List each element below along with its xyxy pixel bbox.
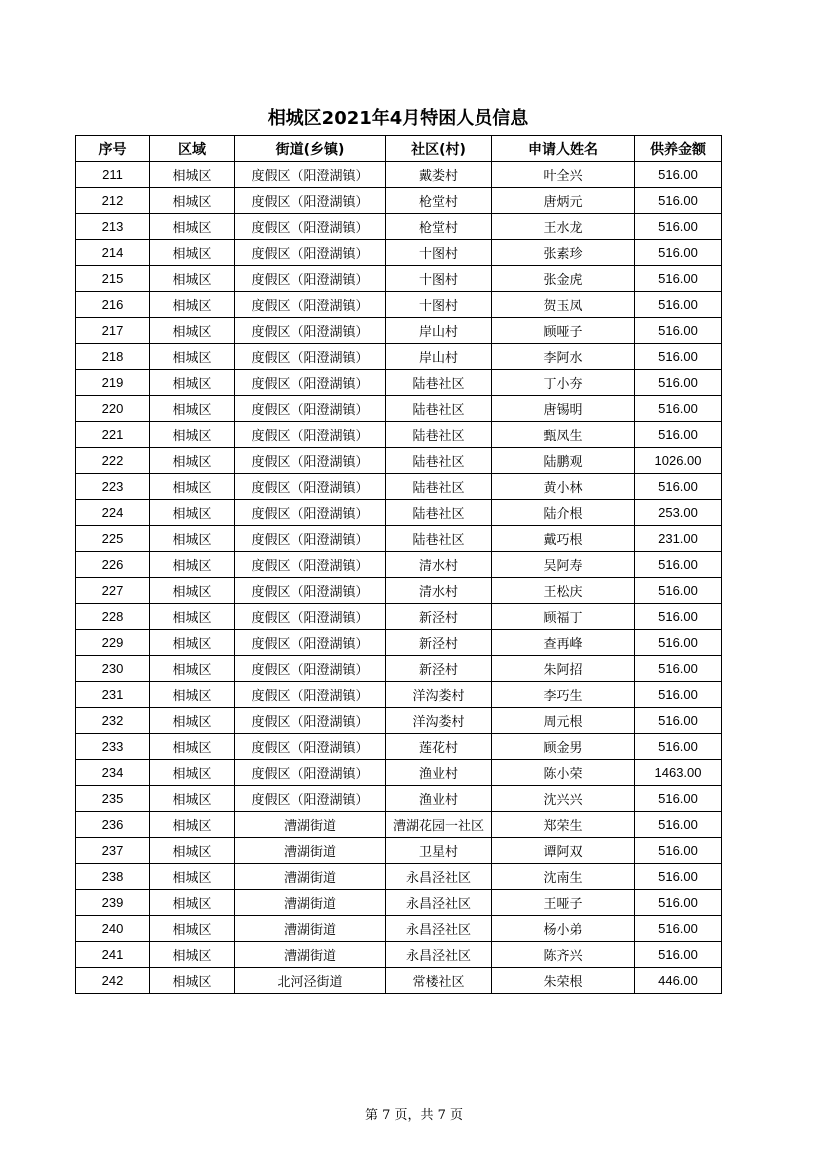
cell-applicant: 陆鹏观 bbox=[492, 448, 635, 474]
cell-region: 相城区 bbox=[150, 734, 235, 760]
cell-index: 227 bbox=[76, 578, 150, 604]
cell-amount: 516.00 bbox=[635, 344, 722, 370]
cell-applicant: 张素珍 bbox=[492, 240, 635, 266]
cell-index: 235 bbox=[76, 786, 150, 812]
cell-region: 相城区 bbox=[150, 682, 235, 708]
table-row bbox=[76, 838, 722, 864]
cell-applicant: 沈兴兴 bbox=[492, 786, 635, 812]
header-street: 街道(乡镇) bbox=[235, 136, 386, 162]
cell-community: 洋沟娄村 bbox=[386, 682, 492, 708]
cell-applicant: 唐锡明 bbox=[492, 396, 635, 422]
cell-index: 233 bbox=[76, 734, 150, 760]
cell-index: 236 bbox=[76, 812, 150, 838]
cell-street: 度假区（阳澄湖镇） bbox=[235, 526, 386, 552]
cell-community: 渔业村 bbox=[386, 786, 492, 812]
cell-amount: 446.00 bbox=[635, 968, 722, 994]
cell-community: 卫星村 bbox=[386, 838, 492, 864]
cell-index: 223 bbox=[76, 474, 150, 500]
cell-index: 213 bbox=[76, 214, 150, 240]
cell-amount: 516.00 bbox=[635, 604, 722, 630]
cell-index: 239 bbox=[76, 890, 150, 916]
cell-index: 240 bbox=[76, 916, 150, 942]
cell-street: 漕湖街道 bbox=[235, 812, 386, 838]
cell-region: 相城区 bbox=[150, 656, 235, 682]
cell-region: 相城区 bbox=[150, 448, 235, 474]
cell-applicant: 查再峰 bbox=[492, 630, 635, 656]
page-title: 相城区2021年4月特困人员信息 bbox=[267, 108, 529, 129]
cell-community: 常楼社区 bbox=[386, 968, 492, 994]
cell-community: 永昌泾社区 bbox=[386, 864, 492, 890]
cell-street: 度假区（阳澄湖镇） bbox=[235, 708, 386, 734]
cell-applicant: 杨小弟 bbox=[492, 916, 635, 942]
table-row bbox=[76, 188, 722, 214]
cell-index: 230 bbox=[76, 656, 150, 682]
cell-index: 222 bbox=[76, 448, 150, 474]
cell-index: 214 bbox=[76, 240, 150, 266]
cell-community: 枪堂村 bbox=[386, 188, 492, 214]
assistance-table bbox=[75, 135, 722, 994]
cell-region: 相城区 bbox=[150, 422, 235, 448]
cell-applicant: 顾金男 bbox=[492, 734, 635, 760]
cell-street: 漕湖街道 bbox=[235, 916, 386, 942]
cell-amount: 516.00 bbox=[635, 370, 722, 396]
cell-region: 相城区 bbox=[150, 162, 235, 188]
cell-amount: 516.00 bbox=[635, 474, 722, 500]
header-amount: 供养金额 bbox=[635, 136, 722, 162]
cell-amount: 516.00 bbox=[635, 292, 722, 318]
cell-index: 219 bbox=[76, 370, 150, 396]
cell-applicant: 王松庆 bbox=[492, 578, 635, 604]
cell-index: 234 bbox=[76, 760, 150, 786]
cell-amount: 516.00 bbox=[635, 266, 722, 292]
table-row bbox=[76, 500, 722, 526]
cell-region: 相城区 bbox=[150, 838, 235, 864]
cell-applicant: 戴巧根 bbox=[492, 526, 635, 552]
cell-amount: 516.00 bbox=[635, 396, 722, 422]
cell-index: 232 bbox=[76, 708, 150, 734]
cell-index: 238 bbox=[76, 864, 150, 890]
cell-region: 相城区 bbox=[150, 188, 235, 214]
cell-community: 陆巷社区 bbox=[386, 448, 492, 474]
cell-index: 242 bbox=[76, 968, 150, 994]
table-row bbox=[76, 396, 722, 422]
table-row bbox=[76, 604, 722, 630]
cell-index: 217 bbox=[76, 318, 150, 344]
cell-index: 211 bbox=[76, 162, 150, 188]
cell-community: 陆巷社区 bbox=[386, 526, 492, 552]
cell-street: 度假区（阳澄湖镇） bbox=[235, 578, 386, 604]
table-row bbox=[76, 734, 722, 760]
cell-community: 永昌泾社区 bbox=[386, 942, 492, 968]
cell-amount: 516.00 bbox=[635, 214, 722, 240]
table-row bbox=[76, 656, 722, 682]
cell-community: 陆巷社区 bbox=[386, 474, 492, 500]
page-footer: 第 7 页，共 7 页 bbox=[364, 1108, 464, 1123]
table-row bbox=[76, 812, 722, 838]
cell-street: 度假区（阳澄湖镇） bbox=[235, 188, 386, 214]
cell-region: 相城区 bbox=[150, 292, 235, 318]
cell-amount: 516.00 bbox=[635, 734, 722, 760]
cell-street: 度假区（阳澄湖镇） bbox=[235, 474, 386, 500]
cell-street: 度假区（阳澄湖镇） bbox=[235, 240, 386, 266]
cell-index: 225 bbox=[76, 526, 150, 552]
cell-community: 莲花村 bbox=[386, 734, 492, 760]
cell-community: 十图村 bbox=[386, 240, 492, 266]
cell-community: 戴娄村 bbox=[386, 162, 492, 188]
table-header-row bbox=[76, 136, 722, 162]
cell-applicant: 朱荣根 bbox=[492, 968, 635, 994]
cell-index: 215 bbox=[76, 266, 150, 292]
cell-community: 清水村 bbox=[386, 578, 492, 604]
cell-street: 度假区（阳澄湖镇） bbox=[235, 422, 386, 448]
cell-street: 度假区（阳澄湖镇） bbox=[235, 500, 386, 526]
cell-street: 度假区（阳澄湖镇） bbox=[235, 656, 386, 682]
cell-amount: 516.00 bbox=[635, 188, 722, 214]
header-index: 序号 bbox=[76, 136, 150, 162]
table-row bbox=[76, 422, 722, 448]
cell-street: 漕湖街道 bbox=[235, 942, 386, 968]
cell-community: 新泾村 bbox=[386, 656, 492, 682]
cell-community: 新泾村 bbox=[386, 604, 492, 630]
table-row bbox=[76, 916, 722, 942]
cell-applicant: 谭阿双 bbox=[492, 838, 635, 864]
table-row bbox=[76, 318, 722, 344]
cell-amount: 516.00 bbox=[635, 890, 722, 916]
table-row bbox=[76, 578, 722, 604]
header-applicant: 申请人姓名 bbox=[492, 136, 635, 162]
cell-applicant: 黄小林 bbox=[492, 474, 635, 500]
cell-index: 229 bbox=[76, 630, 150, 656]
cell-community: 岸山村 bbox=[386, 344, 492, 370]
cell-region: 相城区 bbox=[150, 812, 235, 838]
cell-amount: 516.00 bbox=[635, 708, 722, 734]
cell-region: 相城区 bbox=[150, 344, 235, 370]
cell-community: 岸山村 bbox=[386, 318, 492, 344]
cell-street: 度假区（阳澄湖镇） bbox=[235, 162, 386, 188]
cell-region: 相城区 bbox=[150, 890, 235, 916]
cell-street: 度假区（阳澄湖镇） bbox=[235, 292, 386, 318]
cell-amount: 516.00 bbox=[635, 786, 722, 812]
table-row bbox=[76, 942, 722, 968]
table-row bbox=[76, 214, 722, 240]
cell-street: 度假区（阳澄湖镇） bbox=[235, 344, 386, 370]
table-row bbox=[76, 708, 722, 734]
table-row bbox=[76, 162, 722, 188]
cell-region: 相城区 bbox=[150, 370, 235, 396]
cell-region: 相城区 bbox=[150, 474, 235, 500]
cell-street: 漕湖街道 bbox=[235, 864, 386, 890]
cell-region: 相城区 bbox=[150, 500, 235, 526]
cell-community: 十图村 bbox=[386, 266, 492, 292]
cell-region: 相城区 bbox=[150, 266, 235, 292]
cell-applicant: 顾哑子 bbox=[492, 318, 635, 344]
cell-applicant: 郑荣生 bbox=[492, 812, 635, 838]
cell-region: 相城区 bbox=[150, 318, 235, 344]
cell-applicant: 李阿水 bbox=[492, 344, 635, 370]
cell-region: 相城区 bbox=[150, 604, 235, 630]
cell-community: 永昌泾社区 bbox=[386, 890, 492, 916]
cell-applicant: 陈小荣 bbox=[492, 760, 635, 786]
table-row bbox=[76, 240, 722, 266]
cell-street: 漕湖街道 bbox=[235, 890, 386, 916]
cell-street: 漕湖街道 bbox=[235, 838, 386, 864]
cell-amount: 516.00 bbox=[635, 422, 722, 448]
cell-community: 清水村 bbox=[386, 552, 492, 578]
table-body bbox=[76, 162, 722, 994]
table-row bbox=[76, 344, 722, 370]
table-row bbox=[76, 890, 722, 916]
table-row bbox=[76, 864, 722, 890]
cell-street: 度假区（阳澄湖镇） bbox=[235, 448, 386, 474]
table-row bbox=[76, 552, 722, 578]
cell-applicant: 周元根 bbox=[492, 708, 635, 734]
cell-region: 相城区 bbox=[150, 552, 235, 578]
table-row bbox=[76, 370, 722, 396]
cell-index: 216 bbox=[76, 292, 150, 318]
cell-applicant: 沈南生 bbox=[492, 864, 635, 890]
cell-region: 相城区 bbox=[150, 578, 235, 604]
cell-region: 相城区 bbox=[150, 214, 235, 240]
cell-applicant: 王哑子 bbox=[492, 890, 635, 916]
cell-region: 相城区 bbox=[150, 630, 235, 656]
cell-applicant: 叶全兴 bbox=[492, 162, 635, 188]
cell-applicant: 李巧生 bbox=[492, 682, 635, 708]
cell-index: 212 bbox=[76, 188, 150, 214]
cell-amount: 516.00 bbox=[635, 916, 722, 942]
cell-index: 218 bbox=[76, 344, 150, 370]
cell-amount: 516.00 bbox=[635, 682, 722, 708]
cell-amount: 516.00 bbox=[635, 318, 722, 344]
cell-applicant: 顾福丁 bbox=[492, 604, 635, 630]
cell-community: 枪堂村 bbox=[386, 214, 492, 240]
cell-applicant: 甄凤生 bbox=[492, 422, 635, 448]
cell-amount: 1026.00 bbox=[635, 448, 722, 474]
cell-street: 度假区（阳澄湖镇） bbox=[235, 552, 386, 578]
cell-applicant: 朱阿招 bbox=[492, 656, 635, 682]
cell-community: 渔业村 bbox=[386, 760, 492, 786]
table-row bbox=[76, 786, 722, 812]
table-row bbox=[76, 448, 722, 474]
cell-index: 231 bbox=[76, 682, 150, 708]
cell-street: 度假区（阳澄湖镇） bbox=[235, 630, 386, 656]
cell-applicant: 张金虎 bbox=[492, 266, 635, 292]
header-community: 社区(村) bbox=[386, 136, 492, 162]
cell-amount: 516.00 bbox=[635, 864, 722, 890]
cell-community: 十图村 bbox=[386, 292, 492, 318]
table-row bbox=[76, 968, 722, 994]
cell-amount: 1463.00 bbox=[635, 760, 722, 786]
cell-street: 度假区（阳澄湖镇） bbox=[235, 604, 386, 630]
cell-community: 永昌泾社区 bbox=[386, 916, 492, 942]
table-row bbox=[76, 682, 722, 708]
cell-index: 237 bbox=[76, 838, 150, 864]
header-region: 区域 bbox=[150, 136, 235, 162]
cell-index: 220 bbox=[76, 396, 150, 422]
table-row bbox=[76, 630, 722, 656]
cell-street: 度假区（阳澄湖镇） bbox=[235, 786, 386, 812]
cell-region: 相城区 bbox=[150, 526, 235, 552]
cell-region: 相城区 bbox=[150, 968, 235, 994]
cell-applicant: 王水龙 bbox=[492, 214, 635, 240]
cell-street: 度假区（阳澄湖镇） bbox=[235, 370, 386, 396]
cell-street: 度假区（阳澄湖镇） bbox=[235, 396, 386, 422]
table-row bbox=[76, 266, 722, 292]
cell-street: 度假区（阳澄湖镇） bbox=[235, 682, 386, 708]
cell-community: 陆巷社区 bbox=[386, 370, 492, 396]
cell-community: 陆巷社区 bbox=[386, 500, 492, 526]
cell-index: 224 bbox=[76, 500, 150, 526]
cell-region: 相城区 bbox=[150, 864, 235, 890]
cell-amount: 231.00 bbox=[635, 526, 722, 552]
cell-street: 度假区（阳澄湖镇） bbox=[235, 760, 386, 786]
cell-street: 度假区（阳澄湖镇） bbox=[235, 266, 386, 292]
cell-community: 洋沟娄村 bbox=[386, 708, 492, 734]
cell-region: 相城区 bbox=[150, 760, 235, 786]
cell-region: 相城区 bbox=[150, 916, 235, 942]
cell-applicant: 贺玉凤 bbox=[492, 292, 635, 318]
cell-index: 226 bbox=[76, 552, 150, 578]
cell-community: 新泾村 bbox=[386, 630, 492, 656]
cell-street: 度假区（阳澄湖镇） bbox=[235, 318, 386, 344]
cell-community: 陆巷社区 bbox=[386, 396, 492, 422]
cell-region: 相城区 bbox=[150, 708, 235, 734]
cell-amount: 516.00 bbox=[635, 656, 722, 682]
cell-index: 228 bbox=[76, 604, 150, 630]
cell-amount: 516.00 bbox=[635, 812, 722, 838]
cell-region: 相城区 bbox=[150, 942, 235, 968]
cell-amount: 516.00 bbox=[635, 838, 722, 864]
cell-community: 陆巷社区 bbox=[386, 422, 492, 448]
cell-amount: 516.00 bbox=[635, 578, 722, 604]
cell-amount: 516.00 bbox=[635, 942, 722, 968]
cell-amount: 516.00 bbox=[635, 240, 722, 266]
cell-street: 度假区（阳澄湖镇） bbox=[235, 734, 386, 760]
cell-applicant: 陆介根 bbox=[492, 500, 635, 526]
cell-amount: 516.00 bbox=[635, 162, 722, 188]
cell-applicant: 吴阿寿 bbox=[492, 552, 635, 578]
cell-index: 221 bbox=[76, 422, 150, 448]
table-row bbox=[76, 474, 722, 500]
cell-index: 241 bbox=[76, 942, 150, 968]
cell-amount: 516.00 bbox=[635, 630, 722, 656]
cell-region: 相城区 bbox=[150, 240, 235, 266]
table-row bbox=[76, 292, 722, 318]
cell-street: 度假区（阳澄湖镇） bbox=[235, 214, 386, 240]
cell-region: 相城区 bbox=[150, 786, 235, 812]
cell-applicant: 唐炳元 bbox=[492, 188, 635, 214]
table-row bbox=[76, 760, 722, 786]
cell-amount: 253.00 bbox=[635, 500, 722, 526]
cell-community: 漕湖花园一社区 bbox=[386, 812, 492, 838]
cell-region: 相城区 bbox=[150, 396, 235, 422]
table-row bbox=[76, 526, 722, 552]
cell-amount: 516.00 bbox=[635, 552, 722, 578]
cell-applicant: 丁小夯 bbox=[492, 370, 635, 396]
cell-street: 北河泾街道 bbox=[235, 968, 386, 994]
cell-applicant: 陈齐兴 bbox=[492, 942, 635, 968]
